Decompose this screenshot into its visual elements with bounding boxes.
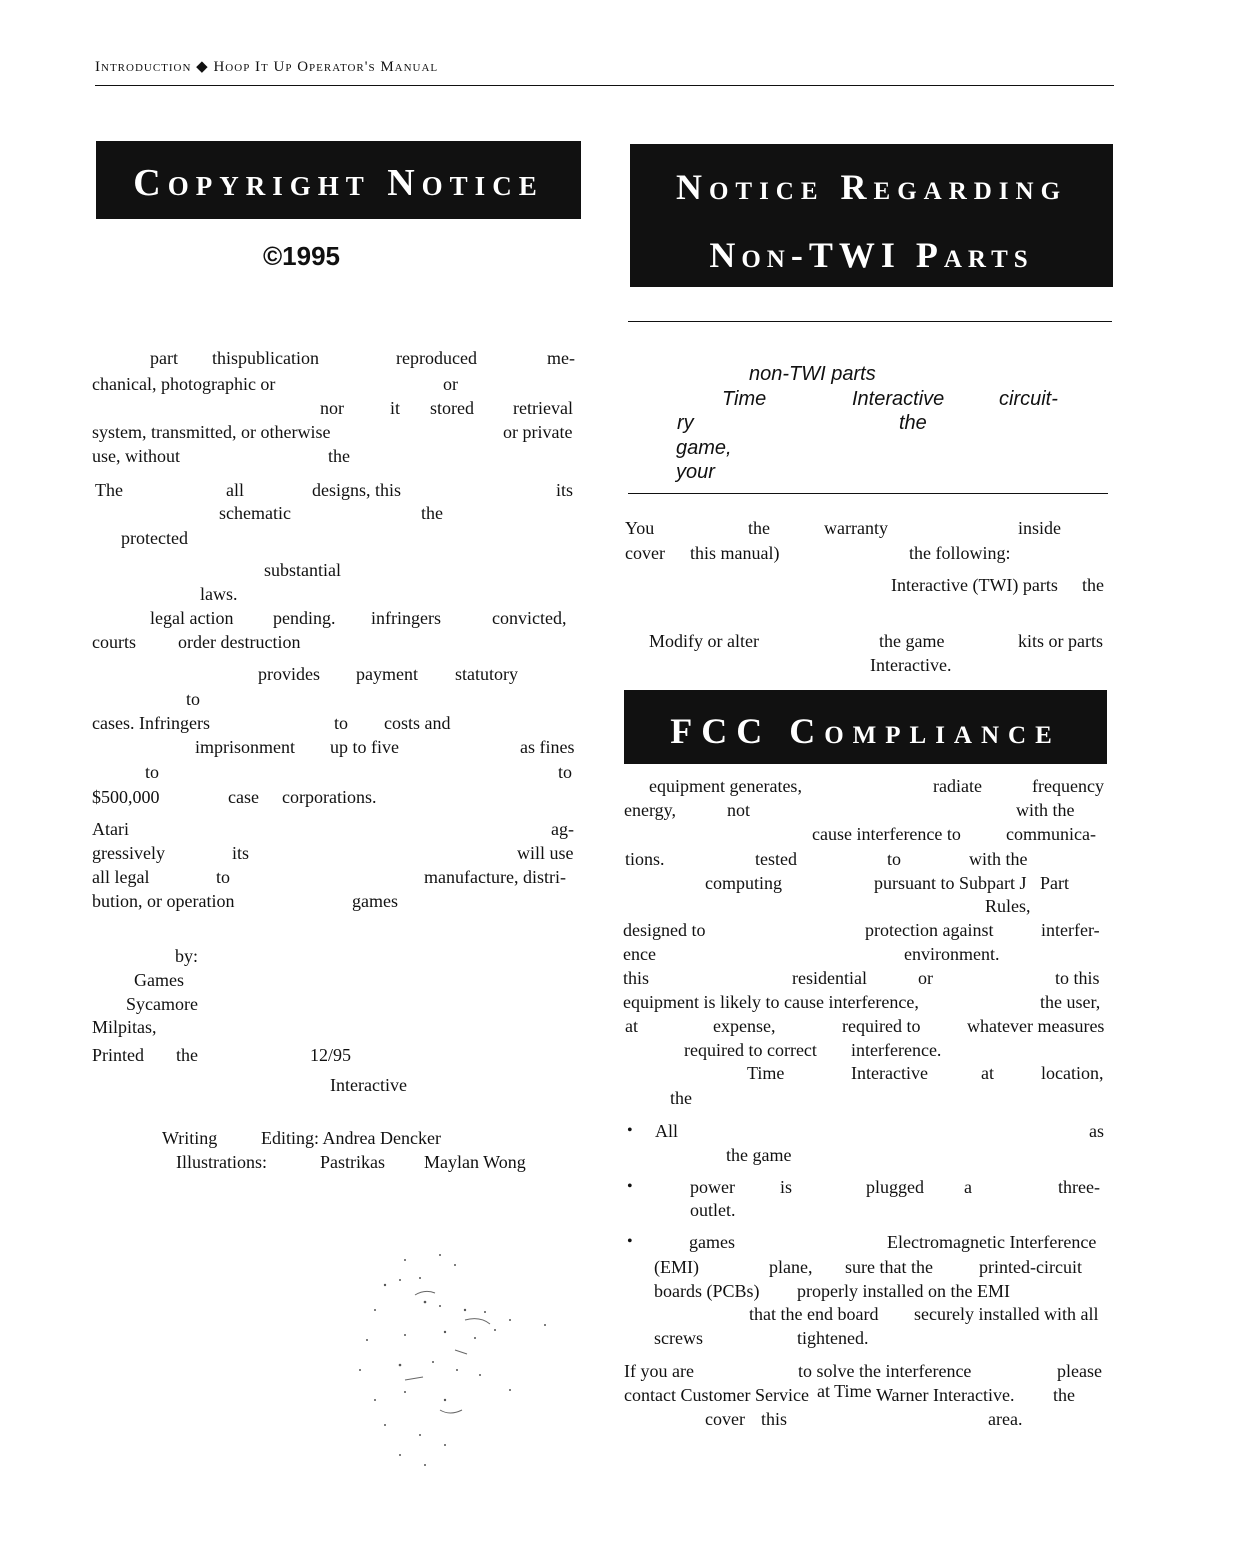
text-fragment: me- bbox=[547, 348, 575, 368]
text-fragment: Maylan Wong bbox=[424, 1152, 526, 1172]
text-fragment: The bbox=[95, 480, 123, 500]
text-fragment: with the bbox=[1016, 800, 1075, 820]
text-fragment: cover bbox=[705, 1409, 745, 1429]
text-fragment: required to bbox=[842, 1016, 921, 1036]
text-fragment: chanical, photographic or bbox=[92, 374, 276, 394]
text-fragment: cases. Infringers bbox=[92, 713, 210, 733]
non-twi-banner bbox=[630, 144, 1113, 287]
text-fragment: a bbox=[964, 1177, 972, 1197]
text-fragment: Editing: Andrea Dencker bbox=[261, 1128, 441, 1148]
text-fragment: cause interference to bbox=[812, 824, 961, 844]
text-fragment: circuit- bbox=[999, 388, 1058, 410]
text-fragment: area. bbox=[988, 1409, 1023, 1429]
text-fragment: All bbox=[655, 1121, 679, 1141]
text-fragment: this bbox=[623, 968, 650, 988]
text-fragment: system, transmitted, or otherwise bbox=[92, 422, 331, 442]
text-fragment: Atari bbox=[92, 819, 129, 839]
text-fragment: at bbox=[981, 1063, 994, 1083]
non-twi-banner-line-2: Non-TWI Parts bbox=[709, 235, 1034, 275]
text-fragment: You bbox=[625, 518, 655, 538]
text-fragment: Printed bbox=[92, 1045, 144, 1065]
text-fragment: Interactive bbox=[852, 388, 945, 410]
text-fragment: three- bbox=[1058, 1177, 1100, 1197]
text-fragment: Modify or alter bbox=[649, 631, 759, 651]
text-fragment: Warner Interactive. bbox=[876, 1385, 1015, 1405]
text-fragment: designed to bbox=[623, 920, 706, 940]
text-fragment: or private bbox=[503, 422, 573, 442]
copyright-banner bbox=[96, 141, 581, 219]
faded-illustration bbox=[345, 1240, 575, 1470]
text-fragment: corporations. bbox=[282, 787, 377, 807]
text-fragment: or bbox=[918, 968, 933, 988]
text-fragment: computing bbox=[705, 873, 782, 893]
text-fragment: kits or parts bbox=[1018, 631, 1103, 651]
text-fragment: is bbox=[780, 1177, 793, 1197]
text-fragment: games bbox=[352, 891, 398, 911]
text-fragment: contact Customer Service bbox=[624, 1385, 809, 1405]
text-fragment: tions. bbox=[625, 849, 665, 869]
text-fragment: sure that the bbox=[845, 1257, 933, 1277]
text-fragment: protected bbox=[121, 528, 188, 548]
text-fragment: inside bbox=[1018, 518, 1061, 538]
text-fragment: power bbox=[690, 1177, 735, 1197]
text-fragment: Rules, bbox=[985, 896, 1031, 916]
text-fragment: ag- bbox=[551, 819, 574, 839]
text-fragment: communica- bbox=[1006, 824, 1096, 844]
text-fragment: as fines bbox=[520, 737, 575, 757]
text-fragment: order destruction bbox=[178, 632, 301, 652]
text-fragment: protection against bbox=[865, 920, 994, 940]
text-fragment: Pastrikas bbox=[320, 1152, 385, 1172]
text-fragment: legal action bbox=[150, 608, 234, 628]
text-fragment: stored bbox=[430, 398, 474, 418]
text-fragment: Time bbox=[722, 388, 767, 410]
text-fragment: interfer- bbox=[1041, 920, 1100, 940]
text-fragment: the bbox=[176, 1045, 198, 1065]
text-fragment: to bbox=[334, 713, 349, 733]
text-fragment: the bbox=[421, 503, 443, 523]
text-fragment: Writing bbox=[162, 1128, 218, 1148]
text-fragment: the user, bbox=[1040, 992, 1101, 1012]
text-fragment: the bbox=[899, 412, 927, 434]
text-fragment: Time bbox=[747, 1063, 785, 1083]
text-fragment: whatever measures bbox=[967, 1016, 1105, 1036]
text-fragment: payment bbox=[356, 664, 418, 684]
text-fragment: Part bbox=[1040, 873, 1069, 893]
text-fragment: by: bbox=[175, 946, 199, 966]
text-fragment: your bbox=[676, 461, 715, 483]
text-fragment: convicted, bbox=[492, 608, 567, 628]
fcc-banner bbox=[624, 690, 1107, 764]
text-fragment: equipment generates, bbox=[649, 776, 802, 796]
text-fragment: please bbox=[1057, 1361, 1102, 1381]
text-fragment: imprisonment bbox=[195, 737, 295, 757]
text-fragment: (EMI) bbox=[654, 1257, 699, 1277]
text-fragment: the following: bbox=[909, 543, 1011, 563]
text-fragment: ence bbox=[623, 944, 656, 964]
text-fragment: up to five bbox=[330, 737, 399, 757]
text-fragment: all bbox=[226, 480, 244, 500]
text-fragment: this manual) bbox=[690, 543, 780, 563]
text-fragment: residential bbox=[792, 968, 867, 988]
non-twi-banner-line-1: Notice Regarding bbox=[675, 167, 1068, 207]
text-fragment: the bbox=[670, 1088, 692, 1108]
text-fragment: game, bbox=[676, 437, 732, 459]
boxed-notice-bottom-rule bbox=[628, 493, 1108, 494]
text-fragment: warranty bbox=[824, 518, 888, 538]
text-fragment: the game bbox=[726, 1145, 792, 1165]
text-fragment: retrieval bbox=[513, 398, 573, 418]
text-fragment: Interactive bbox=[851, 1063, 928, 1083]
text-fragment: pursuant to Subpart J bbox=[874, 873, 1027, 893]
text-fragment: part bbox=[150, 348, 178, 368]
text-fragment: infringers bbox=[371, 608, 441, 628]
text-fragment: not bbox=[727, 800, 751, 820]
text-fragment: boards (PCBs) bbox=[654, 1281, 760, 1301]
text-fragment: laws. bbox=[200, 584, 238, 604]
text-fragment: that the end board bbox=[749, 1304, 879, 1324]
running-head: Introduction ◆ Hoop It Up Operator's Manual bbox=[95, 59, 439, 75]
text-fragment: the bbox=[1082, 575, 1104, 595]
text-fragment: outlet. bbox=[690, 1200, 736, 1220]
text-fragment: environment. bbox=[904, 944, 1000, 964]
text-fragment: to bbox=[145, 762, 160, 782]
text-fragment: at Time bbox=[817, 1381, 872, 1401]
text-fragment: bution, or operation bbox=[92, 891, 235, 911]
text-fragment: plane, bbox=[769, 1257, 813, 1277]
text-fragment: printed-circuit bbox=[979, 1257, 1082, 1277]
text-fragment: thispublication bbox=[212, 348, 319, 368]
text-fragment: to bbox=[186, 689, 201, 709]
text-fragment: with the bbox=[969, 849, 1028, 869]
text-fragment: all legal bbox=[92, 867, 150, 887]
text-fragment: expense, bbox=[713, 1016, 776, 1036]
text-fragment: manufacture, distri- bbox=[424, 867, 566, 887]
text-fragment: Electromagnetic Interference bbox=[887, 1232, 1097, 1252]
text-fragment: nor bbox=[320, 398, 344, 418]
text-fragment: equipment is likely to cause interference, bbox=[623, 992, 919, 1012]
text-fragment: substantial bbox=[264, 560, 341, 580]
bullet-icon: • bbox=[627, 1233, 633, 1250]
text-fragment: ry bbox=[677, 412, 694, 434]
text-fragment: to bbox=[216, 867, 231, 887]
text-fragment: costs and bbox=[384, 713, 451, 733]
text-fragment: as bbox=[1089, 1121, 1104, 1141]
text-fragment: to bbox=[558, 762, 573, 782]
text-fragment: pending. bbox=[273, 608, 336, 628]
text-fragment: will use bbox=[517, 843, 574, 863]
header-rule bbox=[95, 85, 1114, 86]
text-fragment: Interactive (TWI) parts bbox=[891, 575, 1058, 595]
text-fragment: case bbox=[228, 787, 259, 807]
bullet-icon: • bbox=[627, 1122, 633, 1139]
text-fragment: tightened. bbox=[797, 1328, 869, 1348]
text-fragment: the bbox=[328, 446, 350, 466]
text-fragment: 12/95 bbox=[310, 1045, 352, 1065]
boxed-notice-top-rule bbox=[628, 321, 1112, 322]
text-fragment: interference. bbox=[851, 1040, 942, 1060]
text-fragment: Sycamore bbox=[126, 994, 198, 1014]
text-fragment: or bbox=[443, 374, 458, 394]
text-fragment: games bbox=[689, 1232, 735, 1252]
text-fragment: this bbox=[761, 1409, 788, 1429]
text-fragment: If you are bbox=[624, 1361, 694, 1381]
text-fragment: energy, bbox=[624, 800, 676, 820]
text-fragment: its bbox=[556, 480, 574, 500]
text-fragment: courts bbox=[92, 632, 136, 652]
copyright-year: ©1995 bbox=[263, 241, 340, 271]
text-fragment: screws bbox=[654, 1328, 703, 1348]
text-fragment: securely installed with all bbox=[914, 1304, 1099, 1324]
text-fragment: schematic bbox=[219, 503, 291, 523]
text-fragment: radiate bbox=[933, 776, 982, 796]
copyright-banner-title: Copyright Notice bbox=[133, 162, 544, 204]
text-fragment: Milpitas, bbox=[92, 1017, 157, 1037]
bullet-icon: • bbox=[627, 1178, 633, 1195]
text-fragment: Interactive bbox=[330, 1075, 407, 1095]
text-fragment: Games bbox=[134, 970, 184, 990]
text-fragment: cover bbox=[625, 543, 665, 563]
text-fragment: it bbox=[390, 398, 401, 418]
text-fragment: required to correct bbox=[684, 1040, 817, 1060]
text-fragment: designs, this bbox=[312, 480, 402, 500]
text-fragment: tested bbox=[755, 849, 797, 869]
text-fragment: Illustrations: bbox=[176, 1152, 267, 1172]
text-fragment: frequency bbox=[1032, 776, 1104, 796]
text-fragment: its bbox=[232, 843, 250, 863]
text-fragment: non-TWI parts bbox=[749, 363, 876, 385]
text-fragment: location, bbox=[1041, 1063, 1104, 1083]
text-fragment: to solve the interference bbox=[798, 1361, 972, 1381]
text-fragment: reproduced bbox=[396, 348, 477, 368]
text-fragment: plugged bbox=[866, 1177, 924, 1197]
fcc-banner-title: FCC Compliance bbox=[670, 711, 1061, 751]
text-fragment: gressively bbox=[92, 843, 165, 863]
text-fragment: provides bbox=[258, 664, 320, 684]
text-fragment: the game bbox=[879, 631, 945, 651]
text-fragment: to this bbox=[1055, 968, 1100, 988]
text-fragment: to bbox=[887, 849, 902, 869]
text-fragment: Interactive. bbox=[870, 655, 952, 675]
text-fragment: statutory bbox=[455, 664, 518, 684]
text-fragment: properly installed on the EMI bbox=[797, 1281, 1010, 1301]
text-fragment: the bbox=[1053, 1385, 1075, 1405]
text-fragment: use, without bbox=[92, 446, 180, 466]
text-fragment: at bbox=[625, 1016, 638, 1036]
text-fragment: the bbox=[748, 518, 770, 538]
text-fragment: $500,000 bbox=[92, 787, 160, 807]
